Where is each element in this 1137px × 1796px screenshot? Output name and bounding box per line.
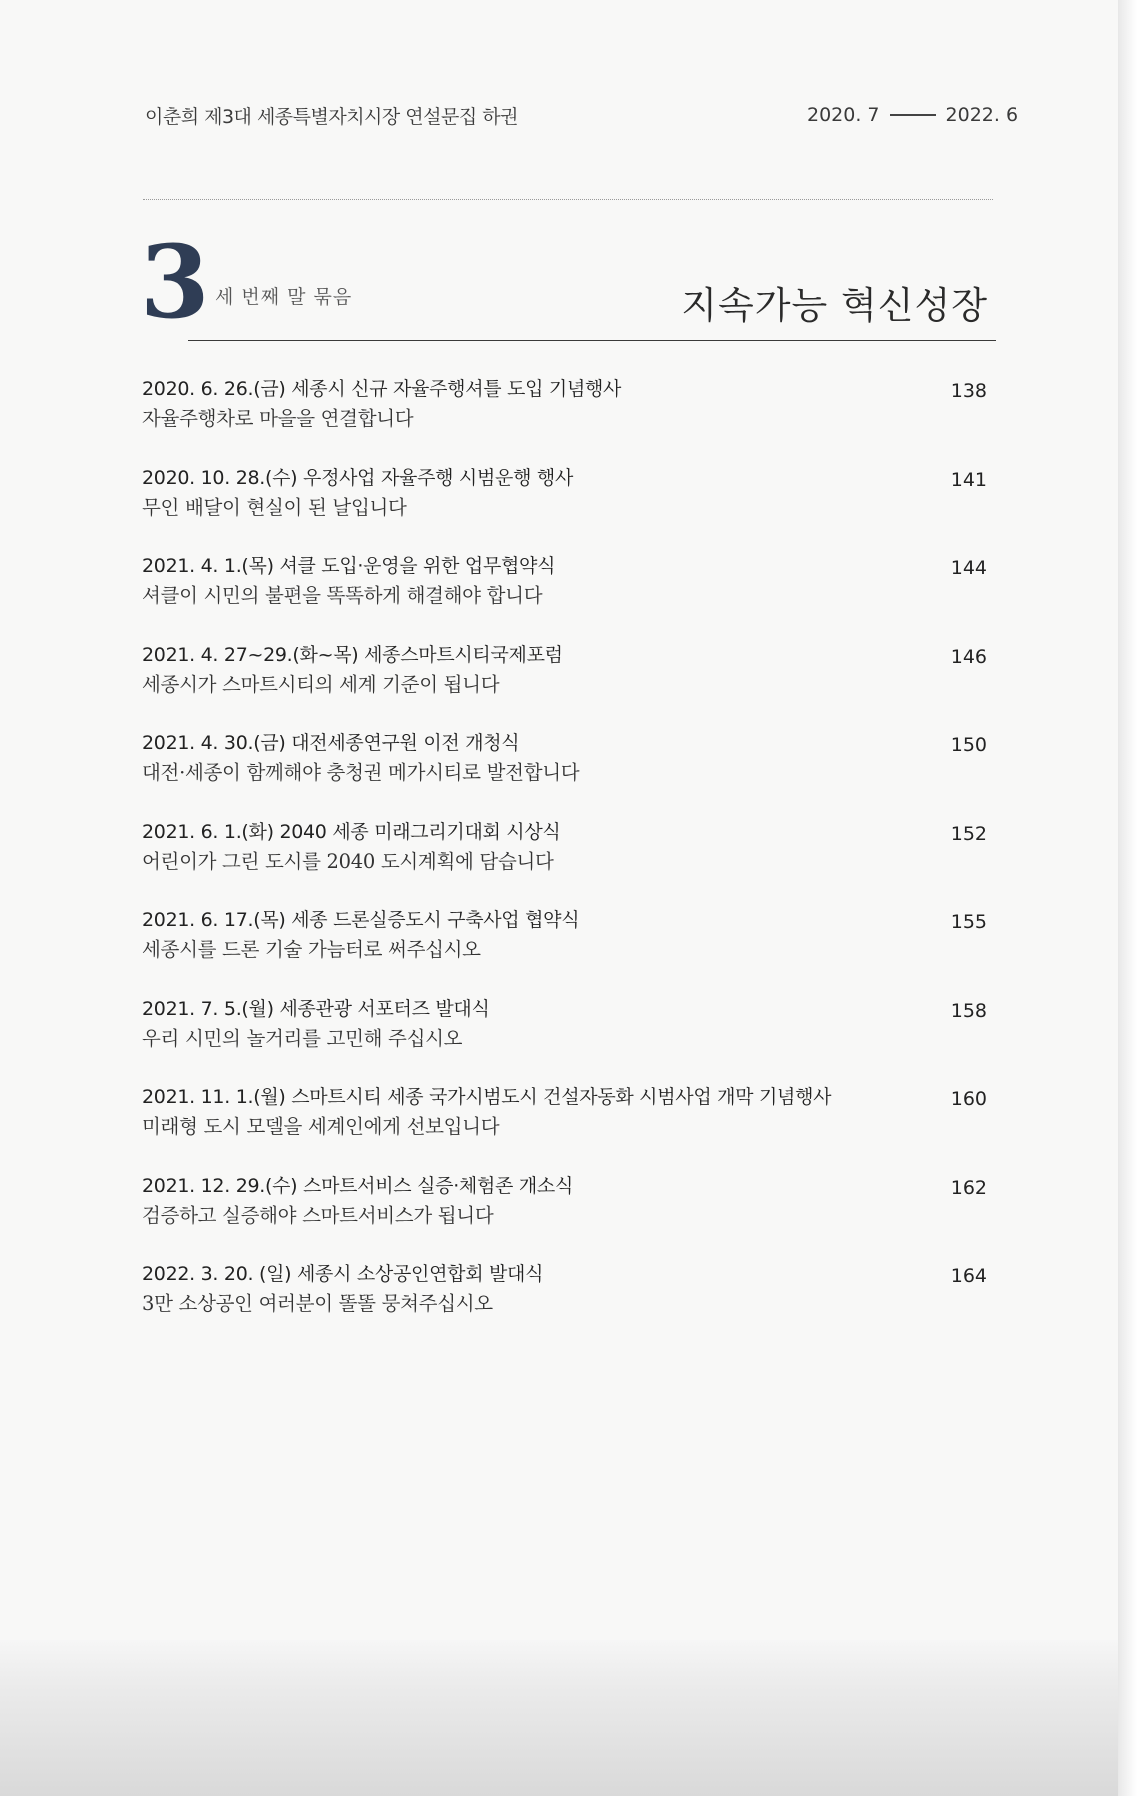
entry-title: 2021. 7. 5.(월) 세종관광 서포터즈 발대식 bbox=[142, 997, 490, 1020]
entry-subtitle: 어린이가 그린 도시를 2040 도시계획에 담습니다 bbox=[142, 849, 554, 873]
date-end: 2022. 6 bbox=[945, 104, 1019, 126]
entry-subtitle: 자율주행차로 마을을 연결합니다 bbox=[142, 407, 414, 430]
entry-page-number: 155 bbox=[950, 911, 987, 933]
chapter-subtitle: 세 번째 말 묶음 bbox=[215, 286, 353, 308]
entry-page-number: 152 bbox=[950, 822, 987, 845]
page-edge-right bbox=[1118, 0, 1137, 1796]
entry-page-number: 144 bbox=[950, 557, 987, 579]
entry-page-number: 138 bbox=[950, 380, 987, 402]
entry-title: 2020. 10. 28.(수) 우정사업 자율주행 시범운행 행사 bbox=[142, 466, 573, 489]
date-dash bbox=[890, 114, 936, 116]
entry-subtitle: 우리 시민의 놀거리를 고민해 주십시오 bbox=[142, 1026, 463, 1050]
running-header-title: 이춘희 제3대 세종특별자치시장 연설문집 하권 bbox=[145, 106, 518, 128]
entry-title: 2021. 6. 1.(화) 2040 세종 미래그리기대회 시상식 bbox=[142, 820, 561, 843]
entry-subtitle: 대전·세종이 함께해야 충청권 메가시티로 발전합니다 bbox=[142, 761, 580, 784]
page-shadow-bottom bbox=[0, 1640, 1118, 1796]
running-header-dates bbox=[807, 104, 1018, 126]
entry-title: 2021. 4. 30.(금) 대전세종연구원 이전 개청식 bbox=[142, 732, 520, 754]
toc-entry[interactable] bbox=[142, 1171, 992, 1260]
toc-entry[interactable] bbox=[142, 463, 992, 552]
toc-entry[interactable] bbox=[142, 994, 992, 1083]
entry-title: 2021. 4. 27~29.(화~목) 세종스마트시티국제포럼 bbox=[142, 643, 563, 666]
entry-subtitle: 검증하고 실증해야 스마트서비스가 됩니다 bbox=[142, 1203, 494, 1227]
entry-subtitle: 미래형 도시 모델을 세계인에게 선보입니다 bbox=[142, 1115, 500, 1138]
chapter-number: 3 bbox=[140, 223, 210, 341]
entry-page-number: 160 bbox=[950, 1088, 987, 1110]
toc-entry[interactable] bbox=[142, 1259, 992, 1348]
toc-entry[interactable] bbox=[142, 551, 992, 640]
chapter-title: 지속가능 혁신성장 bbox=[681, 284, 988, 327]
entry-page-number: 141 bbox=[950, 468, 987, 491]
entry-page-number: 164 bbox=[950, 1265, 987, 1287]
header-divider bbox=[143, 199, 993, 200]
toc-entry[interactable] bbox=[142, 1082, 992, 1171]
toc-entry[interactable] bbox=[142, 905, 992, 994]
entry-title: 2022. 3. 20. (일) 세종시 소상공인연합회 발대식 bbox=[142, 1263, 544, 1285]
chapter-divider bbox=[188, 340, 996, 341]
toc-list bbox=[142, 374, 992, 1348]
entry-title: 2020. 6. 26.(금) 세종시 신규 자율주행셔틀 도입 기념행사 bbox=[142, 378, 622, 400]
entry-subtitle: 세종시가 스마트시티의 세계 기준이 됩니다 bbox=[142, 672, 500, 696]
entry-title: 2021. 11. 1.(월) 스마트시티 세종 국가시범도시 건설자동화 시범사업 개막 기념행사 bbox=[142, 1086, 832, 1108]
entry-title: 2021. 12. 29.(수) 스마트서비스 실증·체험존 개소식 bbox=[142, 1174, 573, 1197]
toc-entry[interactable] bbox=[142, 374, 992, 463]
entry-title: 2021. 4. 1.(목) 셔클 도입·운영을 위한 업무협약식 bbox=[142, 555, 556, 577]
toc-entry[interactable] bbox=[142, 728, 992, 817]
entry-subtitle: 셔클이 시민의 불편을 똑똑하게 해결해야 합니다 bbox=[142, 584, 543, 607]
toc-entry[interactable] bbox=[142, 640, 992, 729]
entry-title: 2021. 6. 17.(목) 세종 드론실증도시 구축사업 협약식 bbox=[142, 909, 580, 931]
entry-page-number: 146 bbox=[950, 645, 987, 668]
entry-subtitle: 세종시를 드론 기술 가늠터로 써주십시오 bbox=[142, 938, 481, 961]
toc-entry[interactable] bbox=[142, 817, 992, 906]
entry-subtitle: 무인 배달이 현실이 된 날입니다 bbox=[142, 495, 407, 519]
date-start: 2020. 7 bbox=[807, 104, 880, 126]
entry-page-number: 162 bbox=[950, 1176, 987, 1199]
entry-page-number: 158 bbox=[950, 999, 987, 1022]
entry-page-number: 150 bbox=[950, 734, 987, 756]
entry-subtitle: 3만 소상공인 여러분이 똘똘 뭉쳐주십시오 bbox=[142, 1292, 493, 1315]
